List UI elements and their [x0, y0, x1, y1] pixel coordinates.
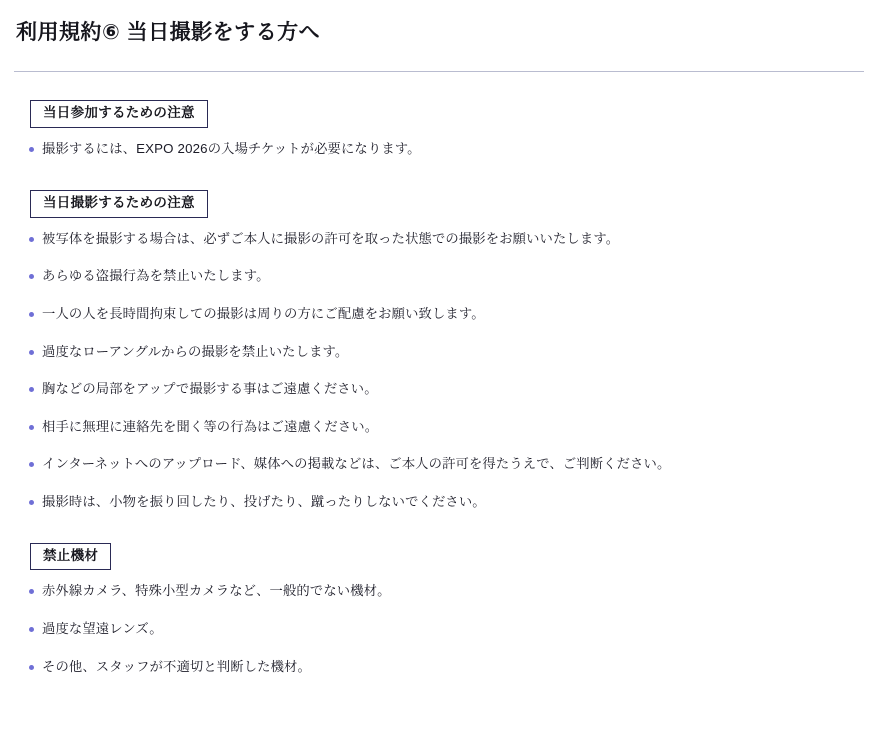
bullet-dot-icon: [29, 387, 34, 392]
bullet-dot-icon: [29, 274, 34, 279]
section-day-of-participation: [14, 100, 864, 159]
bullet-dot-icon: [29, 665, 34, 670]
list-item: [14, 266, 864, 287]
section-heading: 当日撮影するための注意: [30, 190, 208, 218]
section-list: [14, 229, 864, 513]
list-item-text: 過度なローアングルからの撮影を禁止いたします。: [42, 343, 349, 359]
list-item: [14, 417, 864, 438]
bullet-dot-icon: [29, 462, 34, 467]
page-title: 利用規約⑥ 当日撮影をする方へ: [16, 21, 321, 44]
bullet-dot-icon: [29, 589, 34, 594]
list-item-text: 過度な望遠レンズ。: [42, 621, 163, 637]
document-page: [0, 18, 878, 677]
list-item-text: 胸などの局部をアップで撮影する事はご遠慮ください。: [42, 381, 378, 397]
list-item: [14, 379, 864, 400]
list-item-text: 撮影時は、小物を振り回したり、投げたり、蹴ったりしないでください。: [42, 493, 486, 509]
bullet-dot-icon: [29, 350, 34, 355]
list-item-text: 相手に無理に連絡先を聞く等の行為はご遠慮ください。: [42, 418, 379, 434]
bullet-dot-icon: [29, 147, 34, 152]
list-item: [14, 492, 864, 513]
bullet-dot-icon: [29, 627, 34, 632]
list-item-text: 撮影するには、EXPO 2026の入場チケットが必要になります。: [42, 141, 421, 157]
list-item-text: 被写体を撮影する場合は、必ずご本人に撮影の許可を取った状態での撮影をお願いいたします。: [42, 230, 620, 246]
list-item-text: その他、スタッフが不適切と判断した機材。: [42, 658, 311, 674]
list-item: [14, 657, 864, 678]
section-prohibited-equipment: [14, 543, 864, 678]
list-item: [14, 619, 864, 640]
list-item-text: あらゆる盗撮行為を禁止いたします。: [42, 268, 270, 284]
list-item: [14, 342, 864, 363]
title-divider: [14, 71, 864, 72]
section-shooting-rules: [14, 190, 864, 513]
bullet-dot-icon: [29, 237, 34, 242]
list-item: [14, 304, 864, 325]
list-item: [14, 229, 864, 250]
bullet-dot-icon: [29, 312, 34, 317]
list-item-text: インターネットへのアップロード、媒体への掲載などは、ご本人の許可を得たうえで、ご判断ください。: [42, 456, 671, 472]
section-list: [14, 139, 864, 160]
list-item-text: 一人の人を長時間拘束しての撮影は周りの方にご配慮をお願い致します。: [42, 305, 485, 321]
section-list: [14, 581, 864, 677]
list-item: [14, 139, 864, 160]
list-item-text: 赤外線カメラ、特殊小型カメラなど、一般的でない機材。: [42, 583, 391, 599]
list-item: [14, 454, 864, 475]
section-heading: 当日参加するための注意: [30, 100, 208, 128]
bullet-dot-icon: [29, 425, 34, 430]
section-heading: 禁止機材: [30, 543, 111, 571]
bullet-dot-icon: [29, 500, 34, 505]
list-item: [14, 581, 864, 602]
